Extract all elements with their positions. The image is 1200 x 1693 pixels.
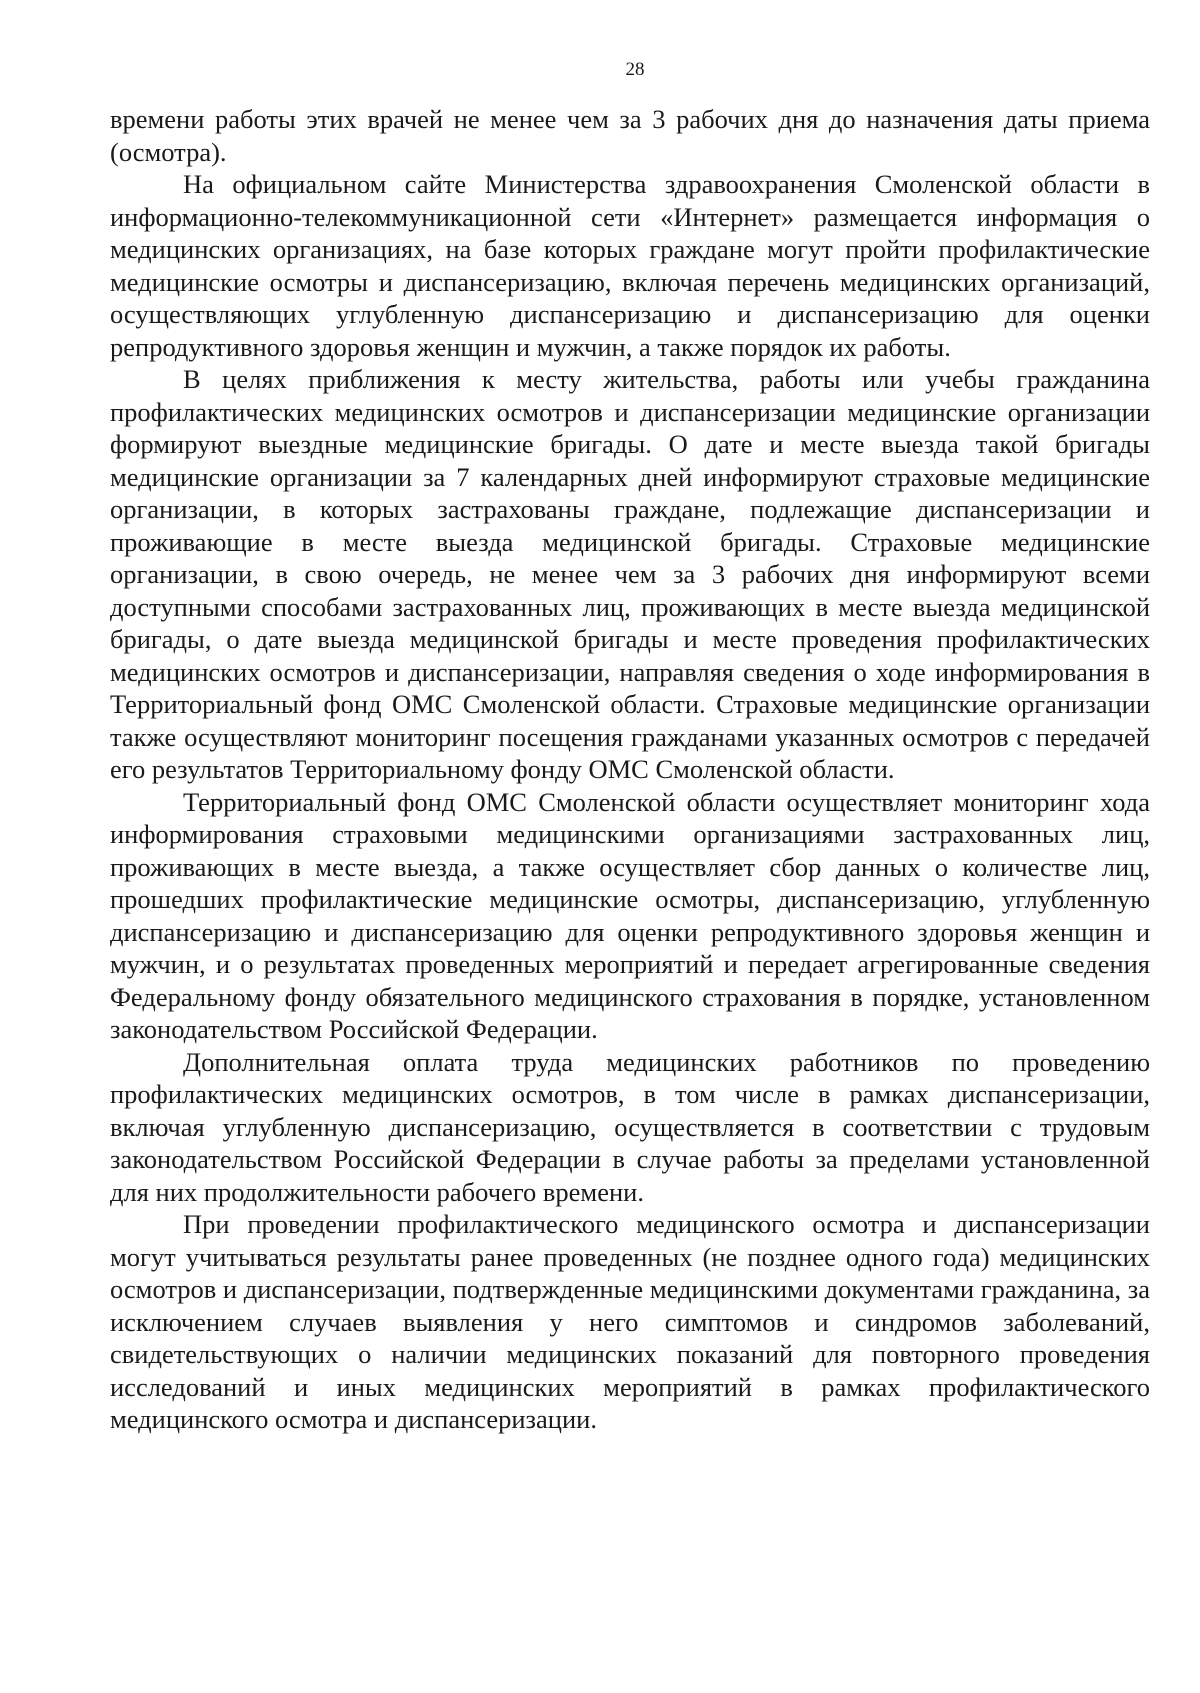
paragraph-previous-results: При проведении профилактического медицинского осмотра и диспансеризации могут учитываться результаты ранее проведенных (не позднее одного года) медицинских осмотров и диспансеризации, подтвержденные медицинскими документами гражданина, за исключением случаев выявления у него симптомов и синдромов заболеваний, свидетельствующих о наличии медицинских показаний для повторного проведения исследований и иных медицинских мероприятий в рамках профилактического медицинского осмотра и диспансеризации.: [110, 1209, 1150, 1434]
paragraph-ministry-website: На официальном сайте Министерства здравоохранения Смоленской области в информационно-телекоммуникационной сети «Интернет» размещается информация о медицинских организациях, на базе которых граждане могут пройти профилактические медицинские осмотры и диспансеризацию, включая перечень медицинских организаций, осуществляющих углубленную диспансеризацию и диспансеризацию для оценки репродуктивного здоровья женщин и мужчин, а также порядок их работы.: [110, 169, 1150, 362]
paragraph-mobile-brigades: В целях приближения к месту жительства, работы или учебы гражданина профилактических медицинских осмотров и диспансеризации медицинские организации формируют выездные медицинские бригады. О дате и месте выезда такой бригады медицинские организации за 7 календарных дней информируют страховые медицинские организации, в которых застрахованы граждане, подлежащие диспансеризации и проживающие в месте выезда медицинской бригады. Страховые медицинские организации, в свою очередь, не менее чем за 3 рабочих дня информируют всеми доступными способами застрахованных лиц, проживающих в месте выезда медицинской бригады, о дате выезда медицинской бригады и месте проведения профилактических медицинских осмотров и диспансеризации, направляя сведения о ходе информирования в Территориальный фонд ОМС Смоленской области. Страховые медицинские организации также осуществляют мониторинг посещения гражданами указанных осмотров с передачей его результатов Территориальному фонду ОМС Смоленской области.: [110, 364, 1150, 784]
page-number: 28: [625, 59, 645, 80]
document-body: [110, 103, 1150, 1436]
paragraph-oms-fund-monitoring: Территориальный фонд ОМС Смоленской области осуществляет мониторинг хода информирования страховыми медицинскими организациями застрахованных лиц, проживающих в месте выезда, а также осуществляет сбор данных о количестве лиц, прошедших профилактические медицинские осмотры, диспансеризацию, углубленную диспансеризацию и диспансеризацию для оценки репродуктивного здоровья женщин и мужчин, и о результатах проведенных мероприятий и передает агрегированные сведения Федеральному фонду обязательного медицинского страхования в порядке, установленном законодательством Российской Федерации.: [110, 786, 1150, 1044]
paragraph-continuation: времени работы этих врачей не менее чем за 3 рабочих дня до назначения даты приема (осмотра).: [110, 104, 1150, 167]
paragraph-additional-payment: Дополнительная оплата труда медицинских работников по проведению профилактических медицинских осмотров, в том числе в рамках диспансеризации, включая углубленную диспансеризацию, осуществляется в соответствии с трудовым законодательством Российской Федерации в случае работы за пределами установленной для них продолжительности рабочего времени.: [110, 1046, 1150, 1207]
